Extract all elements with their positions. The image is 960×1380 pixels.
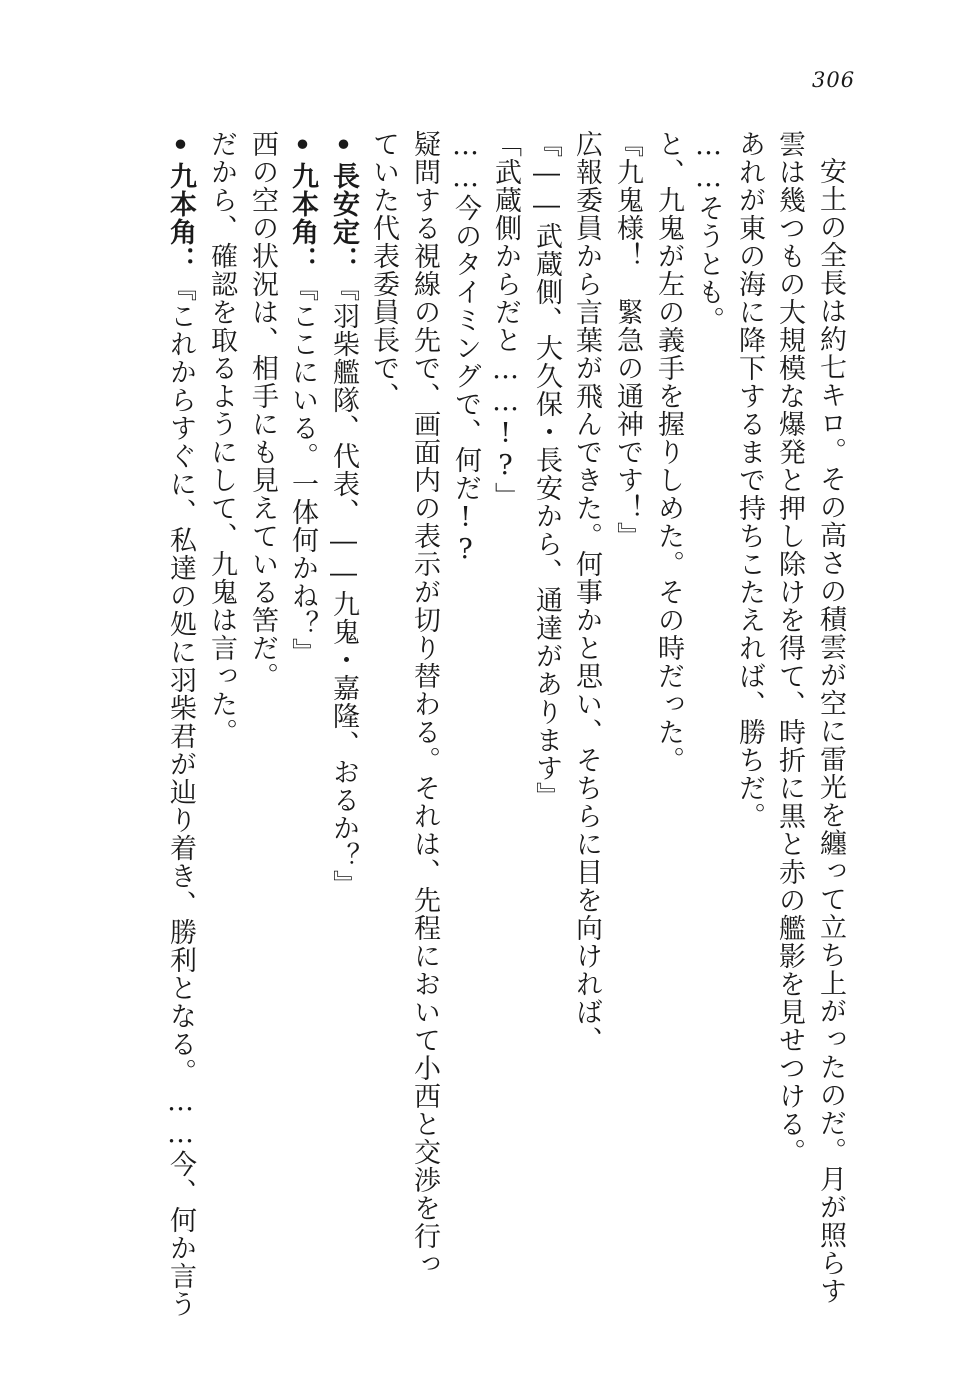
column-text: 『――武蔵側、大久保・長安から、通達があります』 (531, 130, 562, 810)
column-text: 「武蔵側からだと……!?」 (490, 130, 521, 510)
text-column (363, 130, 403, 1320)
column-text: 西の空の状況は、相手にも見えている筈だ。 (247, 130, 278, 690)
column-text: 疑問する視線の先で、画面内の表示が切り替わる。それは、先程において小西と交渉を行っ (409, 130, 440, 1278)
column-text: 雲は幾つもの大規模な爆発と押し除けを得て、時折に黒と赤の艦影を見せつける。 (774, 130, 805, 1166)
column-text: ……そうとも。 (693, 130, 724, 334)
text-column (445, 130, 485, 1320)
text-column (566, 130, 606, 1320)
speaker-label: •九本角： (287, 130, 318, 274)
column-text: 『九鬼様！ 緊急の通神です！』 (612, 130, 643, 550)
text-column (526, 130, 566, 1320)
text-column (242, 130, 282, 1320)
column-text: 広報委員から言葉が飛んできた。何事かと思い、そちらに目を向ければ、 (571, 130, 602, 1054)
speaker-label: •九本角： (165, 130, 196, 274)
text-column (648, 130, 688, 1320)
column-text: あれが東の海に降下するまで持ちこたえれば、勝ちだ。 (734, 130, 765, 830)
text-column (323, 130, 363, 1320)
text-column (688, 130, 728, 1320)
text-column (769, 130, 809, 1320)
text-column (607, 130, 647, 1320)
text-column (729, 130, 769, 1320)
column-text: だから、確認を取るようにして、九鬼は言った。 (206, 130, 237, 746)
column-text: ていた代表委員長で、 (368, 130, 399, 410)
column-text: 『羽柴艦隊、代表、――九鬼・嘉隆、おるか？』 (328, 274, 359, 898)
column-text: 安土の全長は約七キロ。その高さの積雲が空に雷光を纏って立ち上がったのだ。月が照らす (815, 157, 846, 1305)
text-column (404, 130, 444, 1320)
speaker-label: •長安定： (328, 130, 359, 274)
text-column (201, 130, 241, 1320)
text-column (485, 130, 525, 1320)
text-column (810, 130, 850, 1320)
page-number: 306 (812, 68, 856, 92)
column-text: と、九鬼が左の義手を握りしめた。その時だった。 (653, 130, 684, 774)
text-column (282, 130, 322, 1320)
column-text: 『これからすぐに、私達の処に羽柴君が辿り着き、勝利となる。……今、何か言う (165, 274, 196, 1318)
column-text: ……今のタイミングで、何だ!? (450, 130, 481, 566)
column-text: 『ここにいる。一体何かね？』 (287, 274, 318, 666)
text-column (160, 130, 200, 1320)
